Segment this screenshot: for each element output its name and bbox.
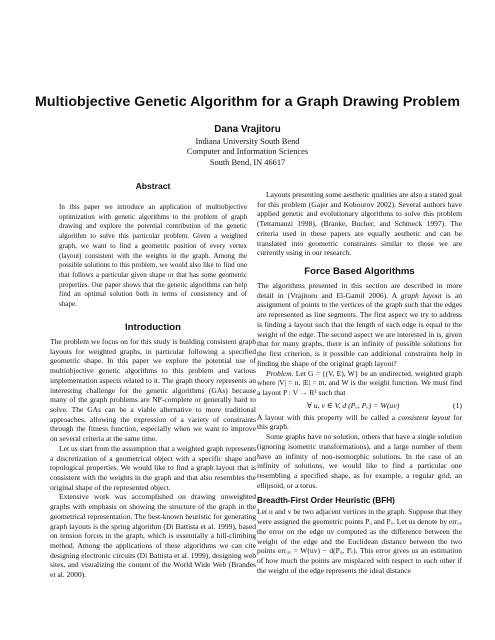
related-work-paragraph: Layouts presenting some aesthetic qualities are also a stated goal for this problem (Gajer and Kobourov 2002). Several authors have applied genetic and evolutionary algorithms to solve this problem (Tettamanzi 1998), (Branke, Bucher, and Schmeck 1997). The criteria used in these papers are equally aesthetic and can be translated into geometric constraints similar to those we are currently using in our research.: [257, 190, 462, 258]
affiliation-line-3: South Bend, IN 46617: [209, 157, 286, 167]
problem-paragraph: [257, 369, 462, 398]
term-graph-layout: graph layout: [400, 290, 442, 300]
author-name: Dana Vrajitoru: [214, 124, 281, 135]
force-based-heading: Force Based Algorithms: [304, 266, 415, 278]
introduction-heading: Introduction: [125, 321, 181, 333]
equation-1-number: (1): [452, 400, 462, 410]
right-column: [257, 190, 462, 575]
affiliation-line-2: Computer and Information Sciences: [186, 147, 309, 157]
affiliation-line-1: Indiana University South Bend: [195, 136, 300, 146]
equation-1: [257, 399, 462, 412]
consistent-layout-paragraph: [257, 413, 462, 432]
author-block: [100, 124, 395, 168]
force-paragraph-1: [257, 281, 462, 368]
abstract-heading: Abstract: [135, 181, 171, 191]
consistent-text-b: for this graph.: [257, 412, 462, 432]
abstract-text: In this paper we introduce an application of multiobjective optimization with genetic algorithms to the problem of graph drawing and explore the potential contribution of the genetic algorithm to solve this particular problem. Given a weighted graph, we want to find a geometric position of every vertex (layout) consistent with the weights in the graph. Among the possible solutions to this problem, we would also like to find one that follows a particular given shape or that has some geometric properties. Our paper shows that the genetic algorithms can help find an optimal solution both in terms of consistency and of shape.: [59, 203, 247, 309]
term-consistent-layout: consistent layout: [398, 412, 451, 422]
equation-1-body: ∀ u, v ∈ V, d (Pᵤ, Pᵥ) = W(uv): [307, 400, 400, 410]
solutions-paragraph: Some graphs have no solution, others that have a single solution (ignoring isometric transformations), and a large number of them have an infinity of non-isomorphic solutions. In the case of an infinity of solutions, we would like to find a particular one resembling a specified shape, as for example, a regular grid, an ellipsoid, or a torus.: [257, 432, 462, 490]
problem-label: Problem.: [266, 368, 294, 378]
intro-paragraph-2: Let us start from the assumption that a weighted graph represents a discretization of a geometrical object with a specific shape and topological properties. We would like to find a graph layout that is consistent with the weights in the graph and that also resembles the original shape of the represented object.: [50, 443, 257, 492]
bfh-heading: Breadth-First Order Heuristic (BFH): [257, 496, 395, 506]
paper-title: Multiobjective Genetic Algorithm for a Graph Drawing Problem: [34, 94, 460, 110]
force-text-b: is an assignment of points to the vertices of the graph such that the edges are represented as line segments. The first aspect we try to address is finding a layout such that the length of each edge is equal to the weight of the edge. The second aspect we are interested in is, given that for many graphs, there is an infinity of possible solutions for the first criterion, is it possible can additional constraints help in finding the shape of the original graph layout?: [257, 290, 463, 368]
left-column: [50, 178, 256, 580]
intro-paragraph-1: The problem we focus on for this study is building consistent graph layouts for weighted graphs, in particular following a specified geometric shape. In this paper we explore the potential use of multiobjective genetic algorithms to this problem and various implementation aspects related to it. The graph theory represents an interesting challenge for the genetic algorithms (GAs) because many of the graph problems are NP-complete or generally hard to solve. The GAs can be a viable alternative to more traditional approaches, allowing the expression of a variety of constraints through the fitness function, especially when we want to improve on several criteria at the same time.: [50, 336, 256, 444]
problem-text: Let G = {(V, E), W} be an undirected, weighted graph where |V| = n, |E| = m, and W is the weight function. We must find a layout P : V → R³ such that: [257, 368, 462, 397]
intro-paragraph-3: Extensive work was accomplished on drawing unweighted graphs with emphasis on showing the structure of the graph in the geometrical representation. The best-known heuristic for generating graph layouts is the spring algorithm (Di Battista et al. 1999), based on tension forces in the graph, which is essentially a hill-climbing method. Among the applications of these algorithms we can cite designing electronic circuits (Di Battista et al. 1999), designing web sites, and visualizing the content of the World Wide Web (Brandes et al. 2000).: [50, 492, 256, 580]
bfh-paragraph: Let u and v be two adjacent vertices in the graph. Suppose that they were assigned the geometric points Pᵤ and Pᵥ. Let us denote by errᵤᵥ the error on the edge uv computed as the difference between the weight of the edge and the Euclidean distance between the two points errᵤᵥ = W(uv) − d(Pᵤ, Pᵥ). This error gives us an estimation of how much the points are misplaced with respect to each other if the weight of the edge represents the ideal distance: [257, 507, 462, 575]
consistent-text-a: A layout with this property will be called a: [257, 412, 399, 422]
force-text-a: The algorithms presented in this section are described in more detail in (Vrajitoru and El-Gamil 2006). A: [257, 281, 462, 300]
